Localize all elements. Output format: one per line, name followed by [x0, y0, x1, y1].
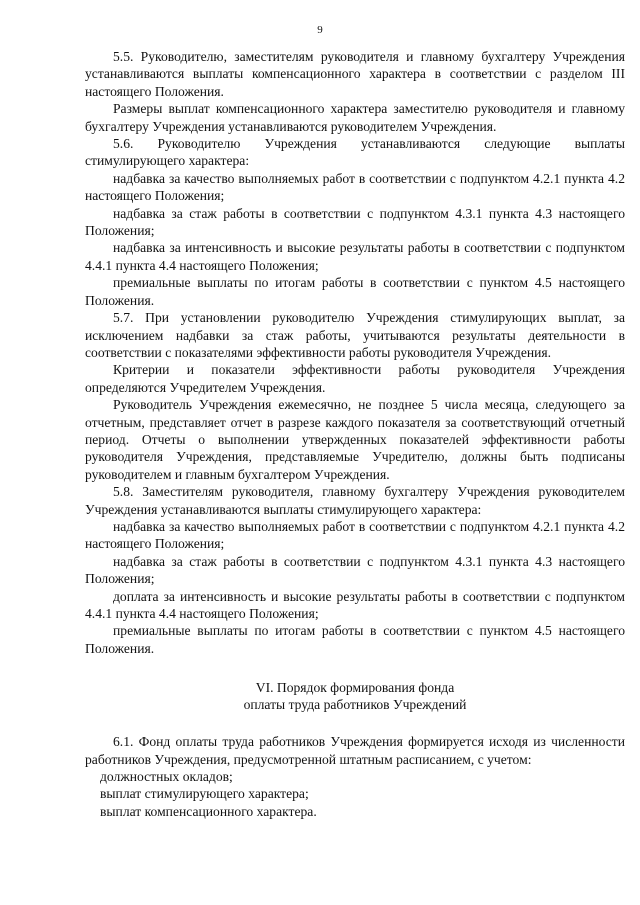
paragraph-5-8: 5.8. Заместителям руководителя, главному бухгалтеру Учреждения руководителем Учреждения устанавливаются выплаты стимулирующего характера:	[85, 484, 625, 517]
paragraph-5-5-sizes: Размеры выплат компенсационного характера заместителю руководителя и главному бухгалтеру Учреждения устанавливаются руководителем Учреждения.	[85, 101, 625, 134]
list-item-quality-bonus: надбавка за качество выполняемых работ в соответствии с подпунктом 4.2.1 пункта 4.2 настоящего Положения;	[85, 170, 625, 204]
section-heading-line2: оплаты труда работников Учреждений	[243, 697, 467, 713]
list-item-compensation-payments: выплат компенсационного характера.	[100, 803, 317, 819]
list-item-salaries: должностных окладов;	[100, 769, 233, 785]
list-item-intensity-surcharge-deputy: доплата за интенсивность и высокие результаты работы в соответствии с подпунктом 4.4.1 пункта 4.4 настоящего Положения;	[85, 588, 625, 621]
page-number: 9	[317, 24, 323, 36]
section-heading-line1: VI. Порядок формирования фонда	[255, 680, 455, 696]
section-heading	[85, 679, 625, 713]
list-item-premium-payments: премиальные выплаты по итогам работы в соответствии с пунктом 4.5 настоящего Положения.	[85, 275, 625, 308]
paragraph-5-7: 5.7. При установлении руководителю Учреждения стимулирующих выплат, за исключением надбавки за стаж работы, учитываются результаты деятельности в соответствии с показателями эффективности работы руководителя Учреждения.	[85, 310, 625, 360]
list-item-seniority-bonus: надбавка за стаж работы в соответствии с подпунктом 4.3.1 пункта 4.3 настоящего Положения;	[85, 205, 625, 239]
paragraph-6-1: 6.1. Фонд оплаты труда работников Учреждения формируется исходя из численности работников Учреждения, предусмотренной штатным расписанием, с учетом:	[85, 734, 625, 767]
list-item-incentive-payments: выплат стимулирующего характера;	[100, 786, 309, 802]
paragraph-5-5: 5.5. Руководителю, заместителям руководителя и главному бухгалтеру Учреждения устанавливаются выплаты компенсационного характера в соответствии с разделом III настоящего Положения.	[85, 49, 625, 99]
list-item-intensity-bonus: надбавка за интенсивность и высокие результаты работы в соответствии с подпунктом 4.4.1 пункта 4.4 настоящего Положения;	[85, 240, 625, 273]
paragraph-5-7-report: Руководитель Учреждения ежемесячно, не позднее 5 числа месяца, следующего за отчетным, представляет отчет в разрезе каждого показателя за соответствующий отчетный период. Отчеты о выполнении утвержденных показателей эффективности работы руководителя Учреждения, представляемые Учредителю, должны быть подписаны руководителем и главным бухгалтером Учреждения.	[85, 397, 625, 482]
list-item-premium-payments-deputy: премиальные выплаты по итогам работы в соответствии с пунктом 4.5 настоящего Положения.	[85, 623, 625, 656]
list-item-seniority-bonus-deputy: надбавка за стаж работы в соответствии с подпунктом 4.3.1 пункта 4.3 настоящего Положения;	[85, 553, 625, 587]
paragraph-5-6: 5.6. Руководителю Учреждения устанавливаются следующие выплаты стимулирующего характера:	[85, 136, 625, 169]
list-item-quality-bonus-deputy: надбавка за качество выполняемых работ в соответствии с подпунктом 4.2.1 пункта 4.2 настоящего Положения;	[85, 518, 625, 552]
document-body	[85, 48, 625, 820]
paragraph-5-7-criteria: Критерии и показатели эффективности работы руководителя Учреждения определяются Учредителем Учреждения.	[85, 362, 625, 395]
